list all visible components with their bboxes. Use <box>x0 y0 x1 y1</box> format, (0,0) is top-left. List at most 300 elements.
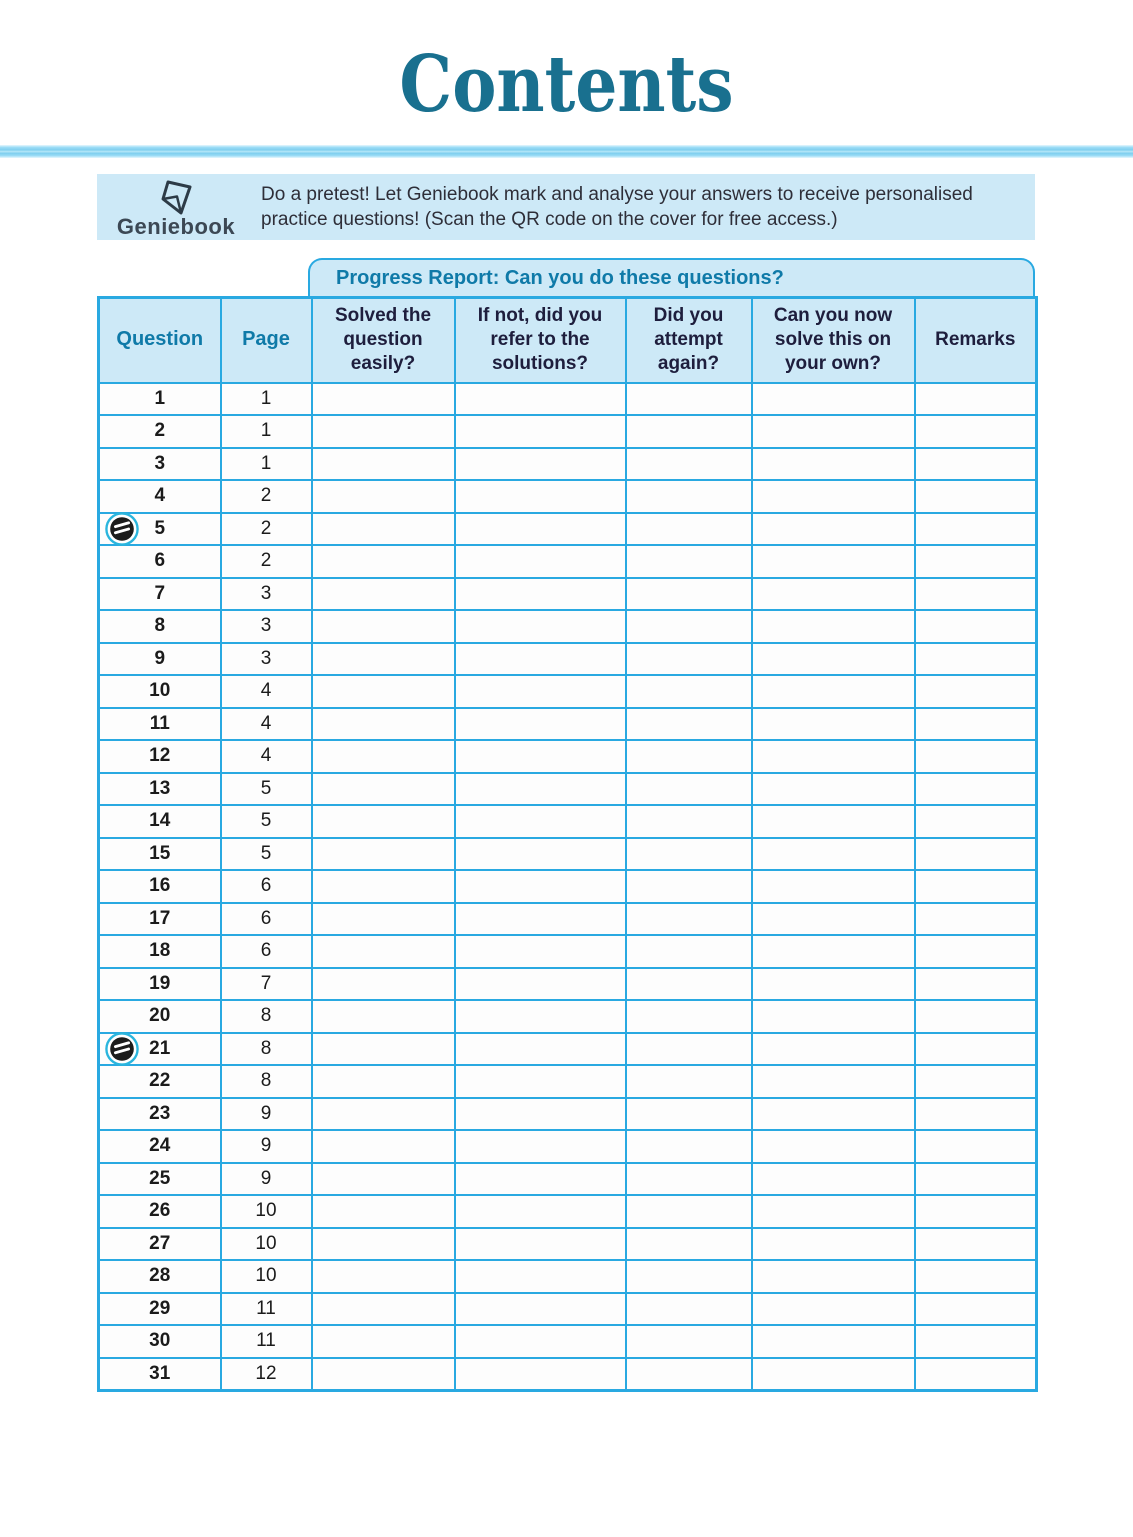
solved-easily-cell <box>312 1000 455 1033</box>
solve-own-cell <box>752 643 915 676</box>
page-number-cell: 5 <box>221 838 312 871</box>
page-number-cell: 10 <box>221 1228 312 1261</box>
attempt-again-cell <box>626 675 752 708</box>
solve-own-cell <box>752 1358 915 1391</box>
solve-own-cell <box>752 1033 915 1066</box>
progress-report-header <box>308 258 1035 296</box>
question-number: 7 <box>154 582 166 604</box>
page-number-cell: 1 <box>221 448 312 481</box>
solve-own-cell <box>752 1098 915 1131</box>
solve-own-cell <box>752 1293 915 1326</box>
remarks-cell <box>915 1163 1037 1196</box>
attempt-again-cell <box>626 448 752 481</box>
refer-solutions-cell <box>455 773 626 806</box>
refer-solutions-cell <box>455 610 626 643</box>
solved-easily-cell <box>312 1130 455 1163</box>
page-number-cell: 1 <box>221 383 312 416</box>
remarks-cell <box>915 870 1037 903</box>
table-row <box>99 870 1037 903</box>
attempt-again-cell <box>626 903 752 936</box>
question-number: 1 <box>154 387 166 409</box>
remarks-cell <box>915 1228 1037 1261</box>
question-number: 16 <box>149 875 171 897</box>
table-row <box>99 968 1037 1001</box>
col-header-page: Page <box>221 298 312 383</box>
col-header-remarks: Remarks <box>915 298 1037 383</box>
solved-easily-cell <box>312 1260 455 1293</box>
solve-own-cell <box>752 675 915 708</box>
solved-easily-cell <box>312 643 455 676</box>
video-badge-icon <box>105 512 139 546</box>
question-number-cell <box>99 805 221 838</box>
attempt-again-cell <box>626 1293 752 1326</box>
question-number-cell <box>99 870 221 903</box>
solved-easily-cell <box>312 1065 455 1098</box>
solved-easily-cell <box>312 610 455 643</box>
remarks-cell <box>915 480 1037 513</box>
solve-own-cell <box>752 1130 915 1163</box>
refer-solutions-cell <box>455 838 626 871</box>
remarks-cell <box>915 903 1037 936</box>
refer-solutions-cell <box>455 1260 626 1293</box>
table-row <box>99 1293 1037 1326</box>
question-number-cell <box>99 610 221 643</box>
solve-own-cell <box>752 740 915 773</box>
solved-easily-cell <box>312 1293 455 1326</box>
remarks-cell <box>915 1260 1037 1293</box>
page-number-cell: 8 <box>221 1000 312 1033</box>
page-number-cell: 2 <box>221 513 312 546</box>
attempt-again-cell <box>626 1033 752 1066</box>
question-number-cell <box>99 903 221 936</box>
question-number: 20 <box>149 1005 171 1027</box>
table-row <box>99 415 1037 448</box>
question-number: 31 <box>149 1362 171 1384</box>
page-number-cell: 6 <box>221 903 312 936</box>
solved-easily-cell <box>312 968 455 1001</box>
page-number-cell: 4 <box>221 675 312 708</box>
refer-solutions-cell <box>455 1065 626 1098</box>
solved-easily-cell <box>312 675 455 708</box>
refer-solutions-cell <box>455 708 626 741</box>
question-number-cell <box>99 740 221 773</box>
table-row <box>99 1098 1037 1131</box>
remarks-cell <box>915 448 1037 481</box>
question-number-cell <box>99 708 221 741</box>
attempt-again-cell <box>626 578 752 611</box>
table-row <box>99 578 1037 611</box>
question-number-cell <box>99 1260 221 1293</box>
attempt-again-cell <box>626 740 752 773</box>
col-header-solve-own: Can you now solve this on your own? <box>752 298 915 383</box>
page-number-cell: 10 <box>221 1260 312 1293</box>
solve-own-cell <box>752 1260 915 1293</box>
page-number-cell: 12 <box>221 1358 312 1391</box>
refer-solutions-cell <box>455 1033 626 1066</box>
table-row <box>99 513 1037 546</box>
remarks-cell <box>915 643 1037 676</box>
solved-easily-cell <box>312 578 455 611</box>
attempt-again-cell <box>626 708 752 741</box>
remarks-cell <box>915 1098 1037 1131</box>
question-number-cell <box>99 415 221 448</box>
remarks-cell <box>915 740 1037 773</box>
col-header-refer-solutions: If not, did you refer to the solutions? <box>455 298 626 383</box>
solved-easily-cell <box>312 935 455 968</box>
refer-solutions-cell <box>455 1325 626 1358</box>
solved-easily-cell <box>312 480 455 513</box>
question-number: 24 <box>149 1135 171 1157</box>
col-header-question: Question <box>99 298 221 383</box>
question-number: 9 <box>154 647 166 669</box>
remarks-cell <box>915 545 1037 578</box>
col-header-attempt-again: Did you attempt again? <box>626 298 752 383</box>
attempt-again-cell <box>626 805 752 838</box>
table-row <box>99 805 1037 838</box>
remarks-cell <box>915 1195 1037 1228</box>
table-row <box>99 1163 1037 1196</box>
refer-solutions-cell <box>455 1098 626 1131</box>
table-row <box>99 740 1037 773</box>
attempt-again-cell <box>626 968 752 1001</box>
col-header-solved-easily: Solved the question easily? <box>312 298 455 383</box>
solved-easily-cell <box>312 1195 455 1228</box>
question-number: 18 <box>149 940 171 962</box>
attempt-again-cell <box>626 1195 752 1228</box>
remarks-cell <box>915 1000 1037 1033</box>
solve-own-cell <box>752 1195 915 1228</box>
banner-text-line2: practice questions! (Scan the QR code on the cover for free access.) <box>261 209 838 230</box>
attempt-again-cell <box>626 935 752 968</box>
question-number: 8 <box>154 615 166 637</box>
question-number-cell <box>99 1325 221 1358</box>
solve-own-cell <box>752 610 915 643</box>
page-number-cell: 2 <box>221 480 312 513</box>
question-number-cell <box>99 578 221 611</box>
solve-own-cell <box>752 513 915 546</box>
refer-solutions-cell <box>455 903 626 936</box>
solved-easily-cell <box>312 1163 455 1196</box>
solved-easily-cell <box>312 383 455 416</box>
attempt-again-cell <box>626 643 752 676</box>
remarks-cell <box>915 610 1037 643</box>
page-number-cell: 10 <box>221 1195 312 1228</box>
refer-solutions-cell <box>455 968 626 1001</box>
question-number: 10 <box>149 680 171 702</box>
solved-easily-cell <box>312 1358 455 1391</box>
question-number: 29 <box>149 1297 171 1319</box>
solve-own-cell <box>752 935 915 968</box>
attempt-again-cell <box>626 1228 752 1261</box>
question-number: 5 <box>154 517 166 539</box>
video-badge-icon <box>105 1032 139 1066</box>
remarks-cell <box>915 1065 1037 1098</box>
attempt-again-cell <box>626 1098 752 1131</box>
question-number: 12 <box>149 745 171 767</box>
attempt-again-cell <box>626 1000 752 1033</box>
question-number: 6 <box>154 550 166 572</box>
table-row <box>99 773 1037 806</box>
page-number-cell: 8 <box>221 1065 312 1098</box>
solved-easily-cell <box>312 1228 455 1261</box>
header-row <box>99 298 1037 383</box>
table-row <box>99 610 1037 643</box>
solve-own-cell <box>752 1163 915 1196</box>
attempt-again-cell <box>626 838 752 871</box>
remarks-cell <box>915 675 1037 708</box>
solve-own-cell <box>752 578 915 611</box>
page-title: Contents <box>399 39 734 130</box>
attempt-again-cell <box>626 773 752 806</box>
table-row <box>99 545 1037 578</box>
page-number-cell: 4 <box>221 708 312 741</box>
question-number-cell <box>99 1358 221 1391</box>
solve-own-cell <box>752 1228 915 1261</box>
refer-solutions-cell <box>455 740 626 773</box>
question-number-cell <box>99 1195 221 1228</box>
page-number-cell: 3 <box>221 610 312 643</box>
refer-solutions-cell <box>455 513 626 546</box>
refer-solutions-cell <box>455 1228 626 1261</box>
table-row <box>99 1000 1037 1033</box>
solve-own-cell <box>752 805 915 838</box>
question-number-cell <box>99 968 221 1001</box>
page-number-cell: 9 <box>221 1163 312 1196</box>
page-number-cell: 3 <box>221 643 312 676</box>
remarks-cell <box>915 1325 1037 1358</box>
question-number-cell <box>99 545 221 578</box>
solved-easily-cell <box>312 513 455 546</box>
attempt-again-cell <box>626 1163 752 1196</box>
question-number-cell <box>99 513 221 546</box>
attempt-again-cell <box>626 1130 752 1163</box>
question-number: 28 <box>149 1265 171 1287</box>
remarks-cell <box>915 383 1037 416</box>
solved-easily-cell <box>312 740 455 773</box>
table-row <box>99 1195 1037 1228</box>
table-row <box>99 643 1037 676</box>
question-number: 13 <box>149 777 171 799</box>
question-number-cell <box>99 1065 221 1098</box>
table-row <box>99 1260 1037 1293</box>
attempt-again-cell <box>626 1065 752 1098</box>
attempt-again-cell <box>626 870 752 903</box>
question-number-cell <box>99 675 221 708</box>
question-number-cell <box>99 1000 221 1033</box>
question-number: 27 <box>149 1232 171 1254</box>
question-number-cell <box>99 1033 221 1066</box>
table-row <box>99 838 1037 871</box>
attempt-again-cell <box>626 1358 752 1391</box>
question-number: 3 <box>154 452 166 474</box>
remarks-cell <box>915 513 1037 546</box>
solve-own-cell <box>752 448 915 481</box>
title-divider <box>0 145 1133 158</box>
remarks-cell <box>915 1033 1037 1066</box>
page-number-cell: 1 <box>221 415 312 448</box>
solved-easily-cell <box>312 448 455 481</box>
page-number-cell: 6 <box>221 870 312 903</box>
geniebook-banner <box>97 174 1035 240</box>
solve-own-cell <box>752 870 915 903</box>
question-number-cell <box>99 643 221 676</box>
solve-own-cell <box>752 545 915 578</box>
solved-easily-cell <box>312 545 455 578</box>
page-number-cell: 5 <box>221 773 312 806</box>
question-number: 30 <box>149 1330 171 1352</box>
refer-solutions-cell <box>455 643 626 676</box>
solved-easily-cell <box>312 1033 455 1066</box>
refer-solutions-cell <box>455 480 626 513</box>
attempt-again-cell <box>626 415 752 448</box>
table-row <box>99 675 1037 708</box>
page-number-cell: 8 <box>221 1033 312 1066</box>
page-number-cell: 11 <box>221 1293 312 1326</box>
attempt-again-cell <box>626 383 752 416</box>
remarks-cell <box>915 773 1037 806</box>
question-number: 2 <box>154 420 166 442</box>
solve-own-cell <box>752 838 915 871</box>
question-number: 17 <box>149 907 171 929</box>
question-number: 4 <box>154 485 166 507</box>
attempt-again-cell <box>626 513 752 546</box>
solve-own-cell <box>752 773 915 806</box>
refer-solutions-cell <box>455 1293 626 1326</box>
question-number-cell <box>99 1163 221 1196</box>
refer-solutions-cell <box>455 1130 626 1163</box>
refer-solutions-cell <box>455 935 626 968</box>
solved-easily-cell <box>312 805 455 838</box>
table-row <box>99 448 1037 481</box>
table-row <box>99 903 1037 936</box>
solved-easily-cell <box>312 1325 455 1358</box>
question-number-cell <box>99 935 221 968</box>
page-number-cell: 11 <box>221 1325 312 1358</box>
solved-easily-cell <box>312 1098 455 1131</box>
refer-solutions-cell <box>455 578 626 611</box>
refer-solutions-cell <box>455 1358 626 1391</box>
table-row <box>99 1325 1037 1358</box>
question-number-cell <box>99 480 221 513</box>
attempt-again-cell <box>626 1325 752 1358</box>
table-row <box>99 1065 1037 1098</box>
progress-report-title: Progress Report: Can you do these questions? <box>336 266 784 289</box>
table-row <box>99 1130 1037 1163</box>
refer-solutions-cell <box>455 448 626 481</box>
attempt-again-cell <box>626 545 752 578</box>
question-number: 15 <box>149 842 171 864</box>
refer-solutions-cell <box>455 545 626 578</box>
contents-table <box>97 296 1038 1392</box>
page-number-cell: 9 <box>221 1098 312 1131</box>
table-row <box>99 383 1037 416</box>
question-number-cell <box>99 773 221 806</box>
page-number-cell: 9 <box>221 1130 312 1163</box>
remarks-cell <box>915 1293 1037 1326</box>
attempt-again-cell <box>626 1260 752 1293</box>
page-number-cell: 6 <box>221 935 312 968</box>
question-number-cell <box>99 1293 221 1326</box>
refer-solutions-cell <box>455 870 626 903</box>
contents-table-section <box>97 258 1035 1392</box>
refer-solutions-cell <box>455 415 626 448</box>
question-number-cell <box>99 1098 221 1131</box>
solve-own-cell <box>752 708 915 741</box>
remarks-cell <box>915 935 1037 968</box>
solve-own-cell <box>752 1065 915 1098</box>
geniebook-logo-text: Geniebook <box>116 214 236 239</box>
remarks-cell <box>915 1358 1037 1391</box>
refer-solutions-cell <box>455 1000 626 1033</box>
page-number-cell: 3 <box>221 578 312 611</box>
solved-easily-cell <box>312 773 455 806</box>
solve-own-cell <box>752 903 915 936</box>
solved-easily-cell <box>312 708 455 741</box>
page-number-cell: 4 <box>221 740 312 773</box>
question-number: 22 <box>149 1070 171 1092</box>
refer-solutions-cell <box>455 383 626 416</box>
remarks-cell <box>915 578 1037 611</box>
question-number-cell <box>99 383 221 416</box>
solve-own-cell <box>752 968 915 1001</box>
remarks-cell <box>915 805 1037 838</box>
table-row <box>99 480 1037 513</box>
question-number-cell <box>99 1228 221 1261</box>
attempt-again-cell <box>626 610 752 643</box>
remarks-cell <box>915 838 1037 871</box>
remarks-cell <box>915 968 1037 1001</box>
geniebook-kite-icon <box>158 178 194 216</box>
refer-solutions-cell <box>455 805 626 838</box>
solved-easily-cell <box>312 838 455 871</box>
question-number: 21 <box>149 1037 171 1059</box>
remarks-cell <box>915 1130 1037 1163</box>
solve-own-cell <box>752 1325 915 1358</box>
solve-own-cell <box>752 415 915 448</box>
table-row <box>99 708 1037 741</box>
geniebook-logo <box>97 174 255 240</box>
remarks-cell <box>915 415 1037 448</box>
question-number-cell <box>99 448 221 481</box>
table-row <box>99 1228 1037 1261</box>
page-number-cell: 5 <box>221 805 312 838</box>
question-number-cell <box>99 838 221 871</box>
page-number-cell: 7 <box>221 968 312 1001</box>
question-number: 11 <box>149 712 170 734</box>
question-number: 23 <box>149 1102 171 1124</box>
solve-own-cell <box>752 383 915 416</box>
question-number-cell <box>99 1130 221 1163</box>
solved-easily-cell <box>312 415 455 448</box>
question-number: 14 <box>149 810 171 832</box>
question-number: 19 <box>149 972 171 994</box>
banner-text <box>255 182 983 232</box>
page-number-cell: 2 <box>221 545 312 578</box>
refer-solutions-cell <box>455 1195 626 1228</box>
solved-easily-cell <box>312 903 455 936</box>
banner-text-line1: Do a pretest! Let Geniebook mark and analyse your answers to receive personalised <box>261 184 973 205</box>
solve-own-cell <box>752 480 915 513</box>
solve-own-cell <box>752 1000 915 1033</box>
solved-easily-cell <box>312 870 455 903</box>
remarks-cell <box>915 708 1037 741</box>
question-number: 26 <box>149 1200 171 1222</box>
refer-solutions-cell <box>455 1163 626 1196</box>
table-row <box>99 1033 1037 1066</box>
question-number: 25 <box>149 1167 171 1189</box>
attempt-again-cell <box>626 480 752 513</box>
table-row <box>99 935 1037 968</box>
